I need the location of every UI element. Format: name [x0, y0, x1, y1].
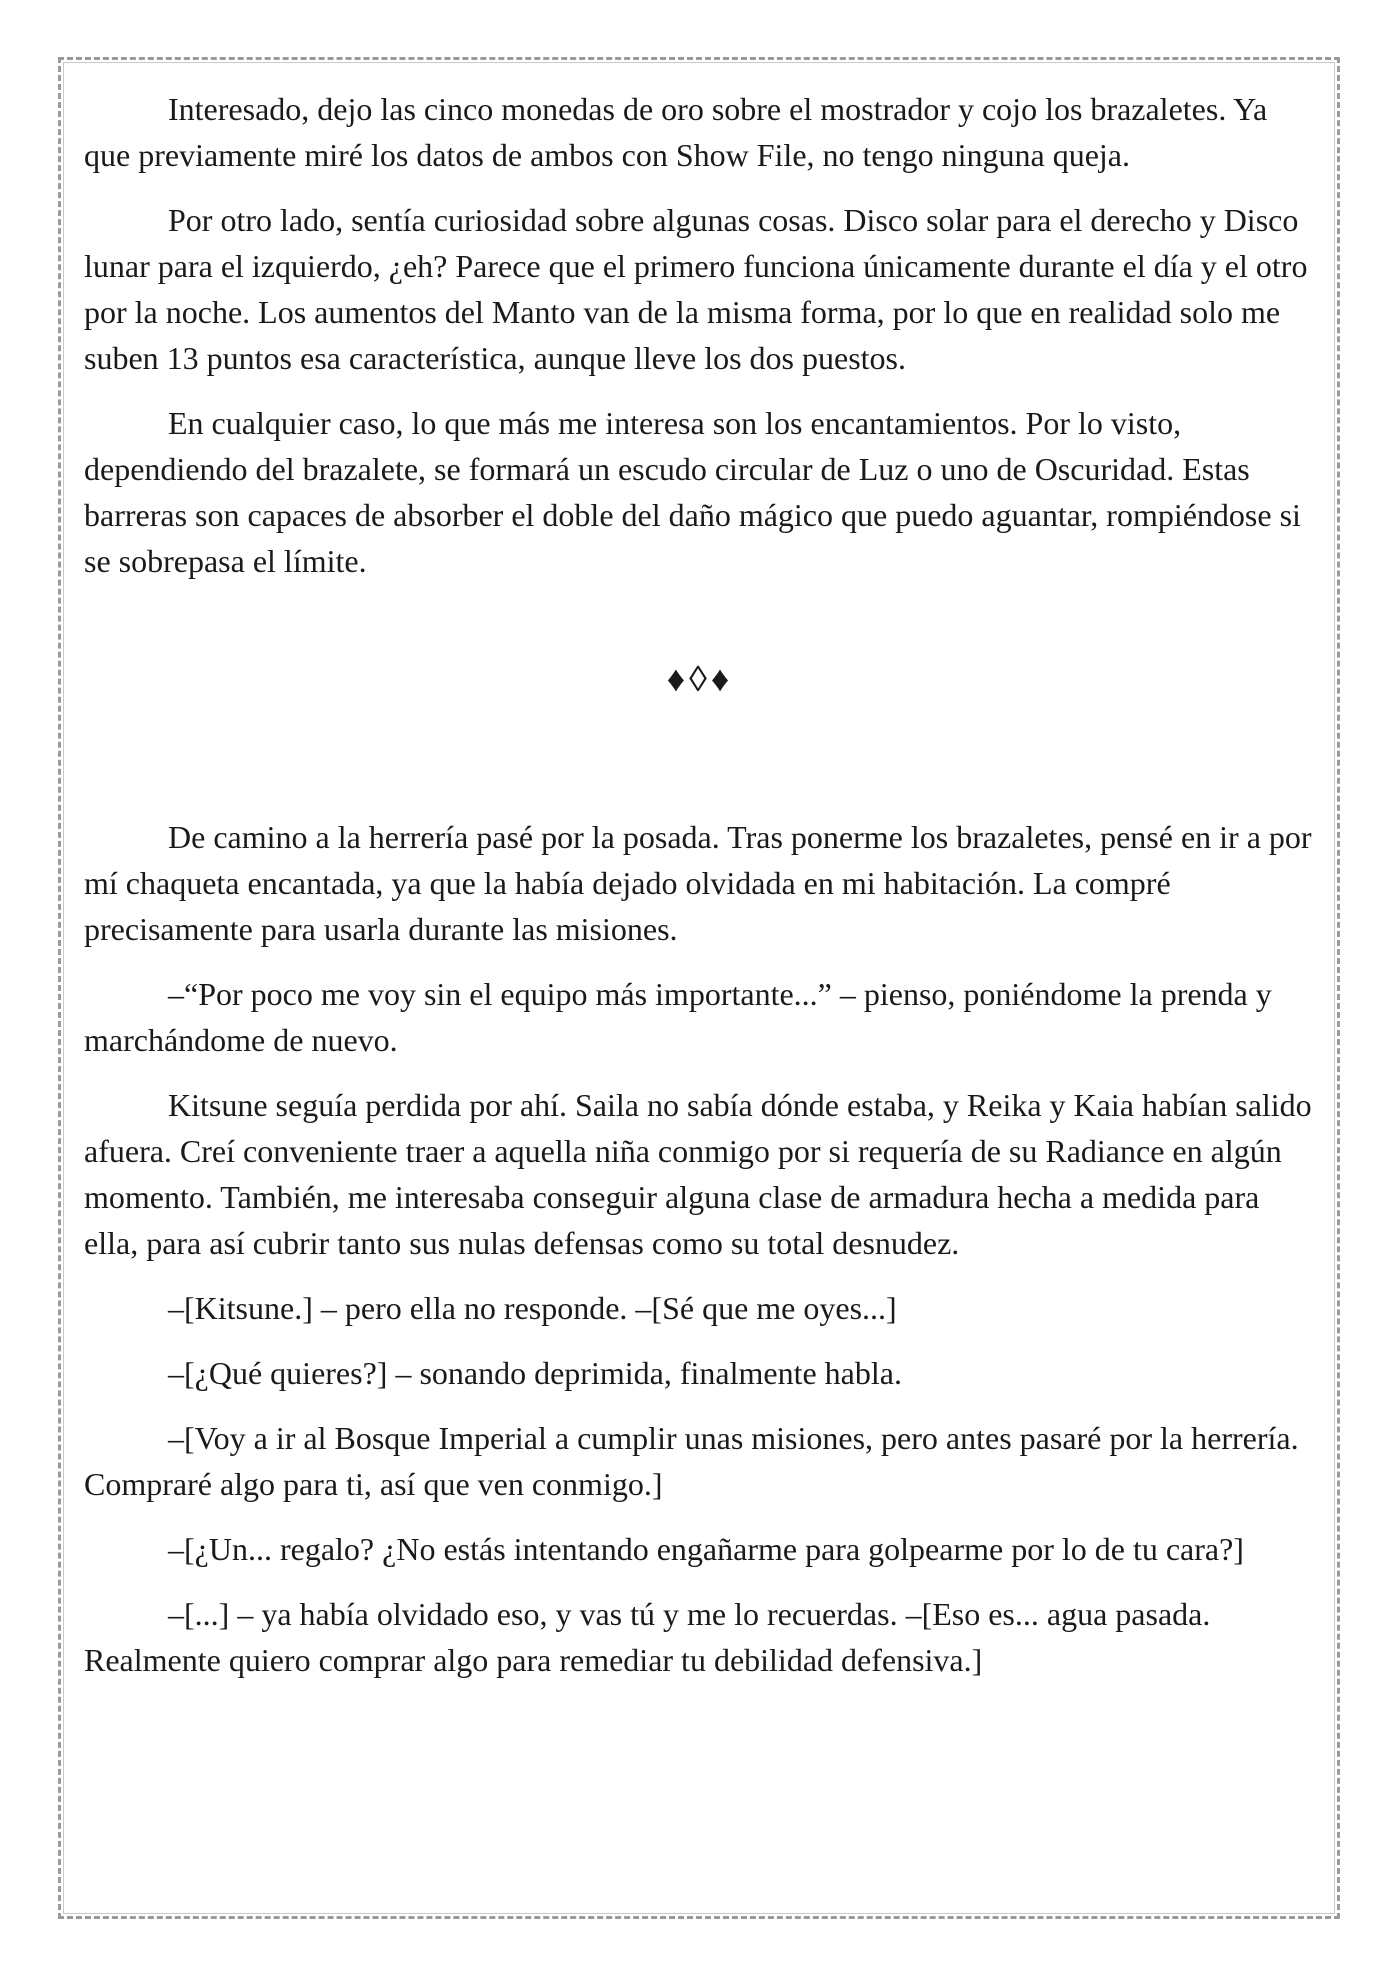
dialogue-line-3: –[Voy a ir al Bosque Imperial a cumplir unas misiones, pero antes pasaré por la herrería. Compraré algo para ti, así que ven conmigo.] — [84, 1420, 1299, 1502]
dialogue-line-5: –[...] – ya había olvidado eso, y vas tú y me lo recuerdas. –[Eso es... agua pasada. Realmente quiero comprar algo para remediar tu debilidad defensiva.] — [84, 1596, 1211, 1678]
dialogue-line-4: –[¿Un... regalo? ¿No estás intentando engañarme para golpearme por lo de tu cara?] — [168, 1531, 1244, 1567]
dialogue-line-2: –[¿Qué quieres?] – sonando deprimida, finalmente habla. — [168, 1355, 902, 1391]
paragraph-5: –“Por poco me voy sin el equipo más importante...” – pienso, poniéndome la prenda y marchándome de nuevo. — [84, 976, 1272, 1058]
paragraph-3: En cualquier caso, lo que más me interesa son los encantamientos. Por lo visto, dependiendo del brazalete, se formará un escudo circular de Luz o uno de Oscuridad. Estas barreras son capaces de absorber el doble del daño mágico que puedo aguantar, rompiéndose si se sobrepasa el límite. — [84, 405, 1301, 579]
paragraph-1: Interesado, dejo las cinco monedas de oro sobre el mostrador y cojo los brazaletes. Ya que previamente miré los datos de ambos con Show File, no tengo ninguna queja. — [84, 91, 1268, 173]
scene-separator: ♦◊♦ — [666, 659, 734, 699]
dialogue-line-1: –[Kitsune.] – pero ella no responde. –[Sé que me oyes...] — [168, 1290, 897, 1326]
paragraph-6: Kitsune seguía perdida por ahí. Saila no sabía dónde estaba, y Reika y Kaia habían salido afuera. Creí conveniente traer a aquella niña conmigo por si requería de su Radiance en algún momento. También, me interesaba conseguir alguna clase de armadura hecha a medida para ella, para así cubrir tanto sus nulas defensas como su total desnudez. — [84, 1087, 1312, 1261]
page-body — [84, 86, 1316, 1702]
paragraph-2: Por otro lado, sentía curiosidad sobre algunas cosas. Disco solar para el derecho y Disco lunar para el izquierdo, ¿eh? Parece que el primero funciona únicamente durante el día y el otro por la noche. Los aumentos del Manto van de la misma forma, por lo que en realidad solo me suben 13 puntos esa característica, aunque lleve los dos puestos. — [84, 202, 1308, 376]
paragraph-4: De camino a la herrería pasé por la posada. Tras ponerme los brazaletes, pensé en ir a por mí chaqueta encantada, ya que la había dejado olvidada en mi habitación. La compré precisamente para usarla durante las misiones. — [84, 819, 1312, 947]
